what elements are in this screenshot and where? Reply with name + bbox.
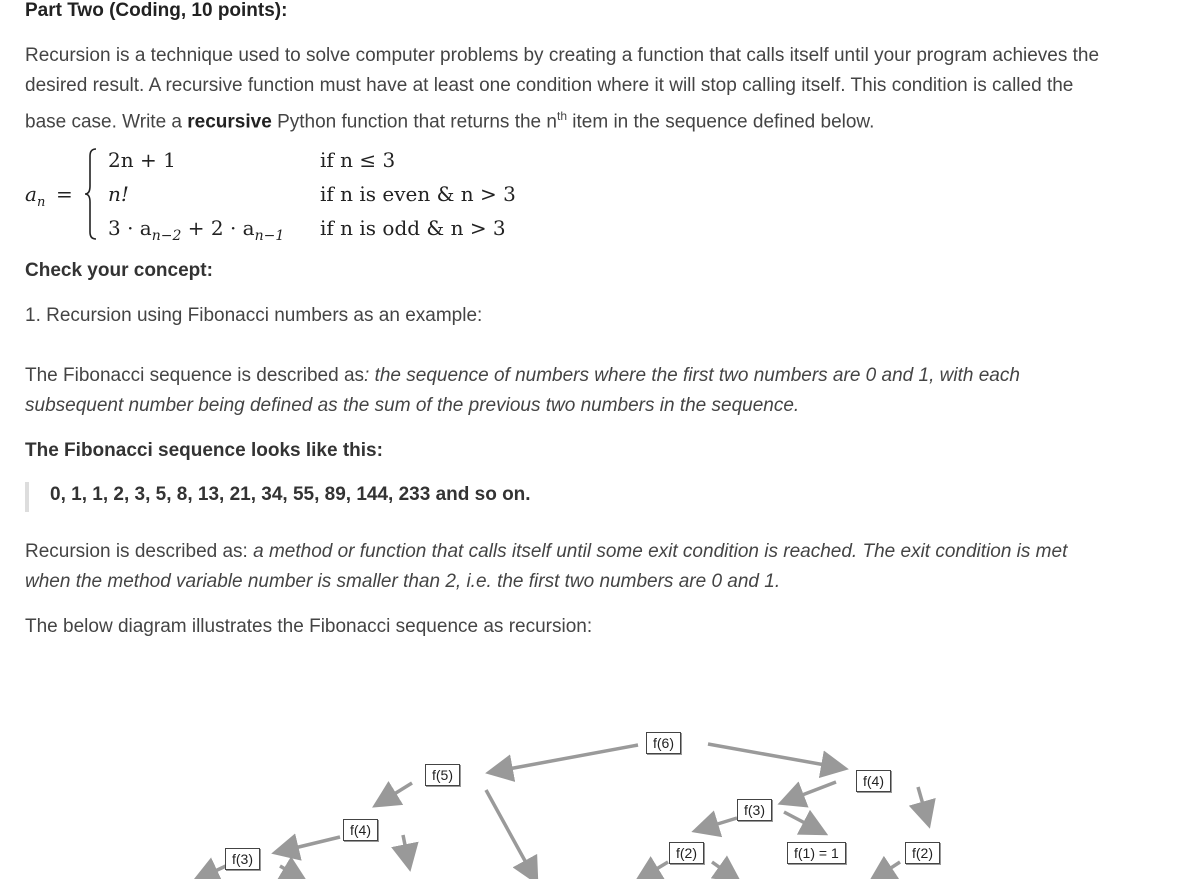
arrow-f5-to-f4 [378,783,412,804]
formula-lhs: $a_n$ [25,182,46,210]
fibonacci-recursion-diagram [0,640,1200,879]
case3-expression: $3 \cdot a_{n-2} + 2 \cdot a_{n-1}$ [108,216,285,244]
case2-condition: if n is even & n > 3 [320,182,516,206]
case1-expression: 2n + 1 [108,148,176,172]
intro-line-3: base case. Write a recursive Python function that returns the $n^{th}$ item in the sequence defined below. [25,109,875,133]
node-f6: f(6) [646,732,681,754]
arrow-f6-to-f5 [492,745,638,772]
recursive-bold: recursive [187,111,272,133]
node-f2-right: f(2) [905,842,940,864]
node-f2-mid: f(2) [669,842,704,864]
arrow-f4-to-f3 [278,837,340,852]
arrow-f4-to-f3-mid [784,782,836,802]
concept-item: 1. Recursion using Fibonacci numbers as an example: [25,305,483,326]
node-f1: f(1) = 1 [787,842,846,864]
case1-condition: if n ≤ 3 [320,148,396,172]
arrow-f2-out [640,862,668,879]
formula-brace [84,148,98,240]
recursion-description: Recursion is described as: a method or function that calls itself until some exit condition is reached. The exit condition is met when the method variable number is smaller than 2, i.e. the first two numbers are 0 and 1. [25,541,1068,592]
arrow-f5-to-f3 [486,790,535,879]
fibonacci-sequence-quote: 0, 1, 1, 2, 3, 5, 8, 13, 21, 34, 55, 89, 144, 233 and so on. [50,484,531,505]
arrow-f1-out [874,862,900,879]
fibonacci-description: The Fibonacci sequence is described as: the sequence of numbers where the first two numbers are 0 and 1, with each subsequent number being defined as the sum of the previous two numbers in the sequence. [25,365,1020,416]
arrow-f4-to-f2-right [918,787,928,822]
arrow-f3-right-out [280,866,302,879]
intro-line-1: Recursion is a technique used to solve computer problems by creating a function that calls itself until your program achieves the [25,45,1100,66]
arrow-f4-to-f2 [403,835,409,865]
arrow-f3-to-f2 [698,818,737,830]
case2-expression: n! [108,182,129,206]
node-f4-right: f(4) [856,770,891,792]
arrow-f3-left-out [198,865,228,879]
part-heading: Part Two (Coding, 10 points): [25,0,288,21]
diagram-intro: The below diagram illustrates the Fibonacci sequence as recursion: [25,616,593,637]
concept-heading: Check your concept: [25,260,213,281]
node-f5: f(5) [425,764,460,786]
node-f3-mid: f(3) [737,799,772,821]
intro-line-2: desired result. A recursive function must have at least one condition where it will stop calling itself. This condition is called the [25,75,1074,96]
formula-equals: = [56,182,73,206]
arrow-f2-out-right [712,862,736,879]
arrow-f3-to-f1 [784,812,822,832]
blockquote-bar [25,482,29,512]
intro-paragraph [25,41,1175,137]
fibonacci-looks-heading: The Fibonacci sequence looks like this: [25,440,383,461]
node-f3-left: f(3) [225,848,260,870]
arrow-f6-to-f4 [708,744,842,768]
case3-condition: if n is odd & n > 3 [320,216,506,240]
node-f4-left: f(4) [343,819,378,841]
